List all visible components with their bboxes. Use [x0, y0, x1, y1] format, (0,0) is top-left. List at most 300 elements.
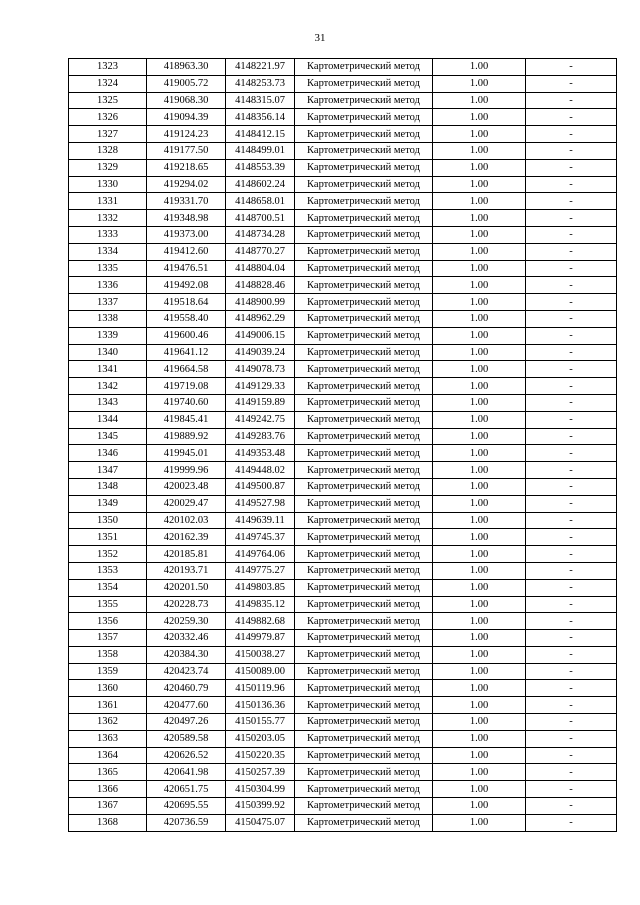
- point-number-cell: 1343: [69, 394, 147, 411]
- method-cell: Картометрический метод: [295, 781, 433, 798]
- precision-cell: 1.00: [433, 59, 526, 76]
- precision-cell: 1.00: [433, 747, 526, 764]
- method-cell: Картометрический метод: [295, 747, 433, 764]
- x-coordinate-cell: 420695.55: [147, 798, 226, 815]
- y-coordinate-cell: 4148962.29: [226, 310, 295, 327]
- y-coordinate-cell: 4148734.28: [226, 226, 295, 243]
- table-row: [69, 126, 617, 143]
- y-coordinate-cell: 4148221.97: [226, 59, 295, 76]
- precision-cell: 1.00: [433, 142, 526, 159]
- table-row: [69, 663, 617, 680]
- point-number-cell: 1333: [69, 226, 147, 243]
- table-row: [69, 798, 617, 815]
- method-cell: Картометрический метод: [295, 59, 433, 76]
- precision-cell: 1.00: [433, 210, 526, 227]
- y-coordinate-cell: 4149242.75: [226, 411, 295, 428]
- precision-cell: 1.00: [433, 562, 526, 579]
- precision-cell: 1.00: [433, 226, 526, 243]
- description-cell: -: [526, 730, 617, 747]
- y-coordinate-cell: 4148804.04: [226, 260, 295, 277]
- x-coordinate-cell: 420651.75: [147, 781, 226, 798]
- y-coordinate-cell: 4149078.73: [226, 361, 295, 378]
- point-number-cell: 1349: [69, 495, 147, 512]
- precision-cell: 1.00: [433, 159, 526, 176]
- x-coordinate-cell: 420497.26: [147, 714, 226, 731]
- description-cell: -: [526, 59, 617, 76]
- y-coordinate-cell: 4150475.07: [226, 814, 295, 831]
- y-coordinate-cell: 4148553.39: [226, 159, 295, 176]
- y-coordinate-cell: 4148770.27: [226, 243, 295, 260]
- method-cell: Картометрический метод: [295, 462, 433, 479]
- point-number-cell: 1363: [69, 730, 147, 747]
- precision-cell: 1.00: [433, 109, 526, 126]
- method-cell: Картометрический метод: [295, 310, 433, 327]
- x-coordinate-cell: 419845.41: [147, 411, 226, 428]
- y-coordinate-cell: 4150136.36: [226, 697, 295, 714]
- y-coordinate-cell: 4148828.46: [226, 277, 295, 294]
- table-row: [69, 613, 617, 630]
- y-coordinate-cell: 4149803.85: [226, 579, 295, 596]
- y-coordinate-cell: 4148356.14: [226, 109, 295, 126]
- table-row: [69, 75, 617, 92]
- precision-cell: 1.00: [433, 126, 526, 143]
- description-cell: -: [526, 142, 617, 159]
- precision-cell: 1.00: [433, 75, 526, 92]
- y-coordinate-cell: 4149775.27: [226, 562, 295, 579]
- x-coordinate-cell: 419294.02: [147, 176, 226, 193]
- x-coordinate-cell: 419558.40: [147, 310, 226, 327]
- description-cell: -: [526, 327, 617, 344]
- precision-cell: 1.00: [433, 394, 526, 411]
- table-row: [69, 764, 617, 781]
- x-coordinate-cell: 419600.46: [147, 327, 226, 344]
- method-cell: Картометрический метод: [295, 630, 433, 647]
- y-coordinate-cell: 4150155.77: [226, 714, 295, 731]
- description-cell: -: [526, 193, 617, 210]
- point-number-cell: 1327: [69, 126, 147, 143]
- point-number-cell: 1342: [69, 378, 147, 395]
- table-row: [69, 394, 617, 411]
- description-cell: -: [526, 394, 617, 411]
- point-number-cell: 1339: [69, 327, 147, 344]
- method-cell: Картометрический метод: [295, 680, 433, 697]
- y-coordinate-cell: 4149527.98: [226, 495, 295, 512]
- description-cell: -: [526, 159, 617, 176]
- precision-cell: 1.00: [433, 512, 526, 529]
- point-number-cell: 1323: [69, 59, 147, 76]
- method-cell: Картометрический метод: [295, 378, 433, 395]
- method-cell: Картометрический метод: [295, 210, 433, 227]
- method-cell: Картометрический метод: [295, 126, 433, 143]
- method-cell: Картометрический метод: [295, 714, 433, 731]
- method-cell: Картометрический метод: [295, 529, 433, 546]
- description-cell: -: [526, 109, 617, 126]
- precision-cell: 1.00: [433, 596, 526, 613]
- x-coordinate-cell: 420029.47: [147, 495, 226, 512]
- method-cell: Картометрический метод: [295, 546, 433, 563]
- point-number-cell: 1336: [69, 277, 147, 294]
- precision-cell: 1.00: [433, 579, 526, 596]
- table-row: [69, 697, 617, 714]
- point-number-cell: 1332: [69, 210, 147, 227]
- method-cell: Картометрический метод: [295, 445, 433, 462]
- description-cell: -: [526, 126, 617, 143]
- table-row: [69, 596, 617, 613]
- x-coordinate-cell: 420641.98: [147, 764, 226, 781]
- precision-cell: 1.00: [433, 680, 526, 697]
- x-coordinate-cell: 420201.50: [147, 579, 226, 596]
- point-number-cell: 1345: [69, 428, 147, 445]
- description-cell: -: [526, 781, 617, 798]
- description-cell: -: [526, 747, 617, 764]
- description-cell: -: [526, 529, 617, 546]
- y-coordinate-cell: 4150203.05: [226, 730, 295, 747]
- method-cell: Картометрический метод: [295, 613, 433, 630]
- point-number-cell: 1350: [69, 512, 147, 529]
- point-number-cell: 1366: [69, 781, 147, 798]
- description-cell: -: [526, 680, 617, 697]
- precision-cell: 1.00: [433, 630, 526, 647]
- x-coordinate-cell: 420626.52: [147, 747, 226, 764]
- y-coordinate-cell: 4149039.24: [226, 344, 295, 361]
- description-cell: -: [526, 462, 617, 479]
- point-number-cell: 1361: [69, 697, 147, 714]
- x-coordinate-cell: 420423.74: [147, 663, 226, 680]
- y-coordinate-cell: 4149764.06: [226, 546, 295, 563]
- table-row: [69, 361, 617, 378]
- table-row: [69, 512, 617, 529]
- precision-cell: 1.00: [433, 478, 526, 495]
- description-cell: -: [526, 378, 617, 395]
- precision-cell: 1.00: [433, 814, 526, 831]
- point-number-cell: 1346: [69, 445, 147, 462]
- table-row: [69, 546, 617, 563]
- precision-cell: 1.00: [433, 260, 526, 277]
- y-coordinate-cell: 4149353.48: [226, 445, 295, 462]
- description-cell: -: [526, 260, 617, 277]
- method-cell: Картометрический метод: [295, 344, 433, 361]
- x-coordinate-cell: 419373.00: [147, 226, 226, 243]
- method-cell: Картометрический метод: [295, 142, 433, 159]
- point-number-cell: 1359: [69, 663, 147, 680]
- x-coordinate-cell: 420102.03: [147, 512, 226, 529]
- x-coordinate-cell: 419476.51: [147, 260, 226, 277]
- precision-cell: 1.00: [433, 462, 526, 479]
- description-cell: -: [526, 512, 617, 529]
- method-cell: Картометрический метод: [295, 697, 433, 714]
- table-row: [69, 428, 617, 445]
- y-coordinate-cell: 4148315.07: [226, 92, 295, 109]
- table-row: [69, 142, 617, 159]
- precision-cell: 1.00: [433, 361, 526, 378]
- method-cell: Картометрический метод: [295, 495, 433, 512]
- point-number-cell: 1331: [69, 193, 147, 210]
- method-cell: Картометрический метод: [295, 562, 433, 579]
- table-row: [69, 92, 617, 109]
- description-cell: -: [526, 697, 617, 714]
- table-row: [69, 781, 617, 798]
- x-coordinate-cell: 418963.30: [147, 59, 226, 76]
- point-number-cell: 1325: [69, 92, 147, 109]
- method-cell: Картометрический метод: [295, 394, 433, 411]
- y-coordinate-cell: 4150220.35: [226, 747, 295, 764]
- point-number-cell: 1362: [69, 714, 147, 731]
- table-row: [69, 378, 617, 395]
- precision-cell: 1.00: [433, 613, 526, 630]
- method-cell: Картометрический метод: [295, 243, 433, 260]
- y-coordinate-cell: 4148602.24: [226, 176, 295, 193]
- point-number-cell: 1353: [69, 562, 147, 579]
- table-row: [69, 814, 617, 831]
- point-number-cell: 1334: [69, 243, 147, 260]
- method-cell: Картометрический метод: [295, 428, 433, 445]
- description-cell: -: [526, 798, 617, 815]
- method-cell: Картометрический метод: [295, 646, 433, 663]
- description-cell: -: [526, 310, 617, 327]
- table-row: [69, 193, 617, 210]
- method-cell: Картометрический метод: [295, 411, 433, 428]
- x-coordinate-cell: 420589.58: [147, 730, 226, 747]
- point-number-cell: 1354: [69, 579, 147, 596]
- method-cell: Картометрический метод: [295, 579, 433, 596]
- precision-cell: 1.00: [433, 697, 526, 714]
- y-coordinate-cell: 4149159.89: [226, 394, 295, 411]
- precision-cell: 1.00: [433, 344, 526, 361]
- x-coordinate-cell: 419719.08: [147, 378, 226, 395]
- precision-cell: 1.00: [433, 546, 526, 563]
- method-cell: Картометрический метод: [295, 478, 433, 495]
- method-cell: Картометрический метод: [295, 92, 433, 109]
- y-coordinate-cell: 4150089.00: [226, 663, 295, 680]
- description-cell: -: [526, 428, 617, 445]
- x-coordinate-cell: 419641.12: [147, 344, 226, 361]
- x-coordinate-cell: 420259.30: [147, 613, 226, 630]
- x-coordinate-cell: 419177.50: [147, 142, 226, 159]
- description-cell: -: [526, 210, 617, 227]
- method-cell: Картометрический метод: [295, 159, 433, 176]
- description-cell: -: [526, 562, 617, 579]
- method-cell: Картометрический метод: [295, 277, 433, 294]
- description-cell: -: [526, 92, 617, 109]
- precision-cell: 1.00: [433, 92, 526, 109]
- y-coordinate-cell: 4149835.12: [226, 596, 295, 613]
- table-row: [69, 226, 617, 243]
- point-number-cell: 1337: [69, 294, 147, 311]
- y-coordinate-cell: 4149882.68: [226, 613, 295, 630]
- y-coordinate-cell: 4150119.96: [226, 680, 295, 697]
- table-row: [69, 310, 617, 327]
- y-coordinate-cell: 4150038.27: [226, 646, 295, 663]
- table-row: [69, 109, 617, 126]
- y-coordinate-cell: 4150399.92: [226, 798, 295, 815]
- description-cell: -: [526, 495, 617, 512]
- table-row: [69, 59, 617, 76]
- description-cell: -: [526, 630, 617, 647]
- description-cell: -: [526, 714, 617, 731]
- method-cell: Картометрический метод: [295, 361, 433, 378]
- precision-cell: 1.00: [433, 378, 526, 395]
- method-cell: Картометрический метод: [295, 764, 433, 781]
- precision-cell: 1.00: [433, 714, 526, 731]
- point-number-cell: 1328: [69, 142, 147, 159]
- method-cell: Картометрический метод: [295, 730, 433, 747]
- x-coordinate-cell: 420477.60: [147, 697, 226, 714]
- coordinates-table-body: [69, 59, 617, 832]
- x-coordinate-cell: 420193.71: [147, 562, 226, 579]
- y-coordinate-cell: 4149129.33: [226, 378, 295, 395]
- point-number-cell: 1360: [69, 680, 147, 697]
- precision-cell: 1.00: [433, 176, 526, 193]
- point-number-cell: 1348: [69, 478, 147, 495]
- point-number-cell: 1352: [69, 546, 147, 563]
- description-cell: -: [526, 226, 617, 243]
- point-number-cell: 1351: [69, 529, 147, 546]
- y-coordinate-cell: 4149500.87: [226, 478, 295, 495]
- x-coordinate-cell: 419094.39: [147, 109, 226, 126]
- description-cell: -: [526, 361, 617, 378]
- table-row: [69, 630, 617, 647]
- point-number-cell: 1326: [69, 109, 147, 126]
- description-cell: -: [526, 277, 617, 294]
- method-cell: Картометрический метод: [295, 109, 433, 126]
- table-row: [69, 646, 617, 663]
- table-row: [69, 680, 617, 697]
- table-row: [69, 277, 617, 294]
- y-coordinate-cell: 4148412.15: [226, 126, 295, 143]
- x-coordinate-cell: 419218.65: [147, 159, 226, 176]
- point-number-cell: 1364: [69, 747, 147, 764]
- table-row: [69, 294, 617, 311]
- point-number-cell: 1357: [69, 630, 147, 647]
- point-number-cell: 1356: [69, 613, 147, 630]
- y-coordinate-cell: 4148700.51: [226, 210, 295, 227]
- precision-cell: 1.00: [433, 277, 526, 294]
- precision-cell: 1.00: [433, 310, 526, 327]
- precision-cell: 1.00: [433, 445, 526, 462]
- point-number-cell: 1365: [69, 764, 147, 781]
- table-row: [69, 344, 617, 361]
- x-coordinate-cell: 420460.79: [147, 680, 226, 697]
- x-coordinate-cell: 419492.08: [147, 277, 226, 294]
- precision-cell: 1.00: [433, 529, 526, 546]
- x-coordinate-cell: 419889.92: [147, 428, 226, 445]
- precision-cell: 1.00: [433, 730, 526, 747]
- y-coordinate-cell: 4149283.76: [226, 428, 295, 445]
- y-coordinate-cell: 4149006.15: [226, 327, 295, 344]
- y-coordinate-cell: 4150257.39: [226, 764, 295, 781]
- method-cell: Картометрический метод: [295, 176, 433, 193]
- precision-cell: 1.00: [433, 798, 526, 815]
- point-number-cell: 1358: [69, 646, 147, 663]
- x-coordinate-cell: 419999.96: [147, 462, 226, 479]
- coordinates-table: [68, 58, 617, 832]
- precision-cell: 1.00: [433, 411, 526, 428]
- x-coordinate-cell: 419740.60: [147, 394, 226, 411]
- precision-cell: 1.00: [433, 764, 526, 781]
- description-cell: -: [526, 596, 617, 613]
- table-row: [69, 495, 617, 512]
- y-coordinate-cell: 4149979.87: [226, 630, 295, 647]
- y-coordinate-cell: 4148658.01: [226, 193, 295, 210]
- method-cell: Картометрический метод: [295, 260, 433, 277]
- description-cell: -: [526, 75, 617, 92]
- x-coordinate-cell: 419331.70: [147, 193, 226, 210]
- method-cell: Картометрический метод: [295, 294, 433, 311]
- point-number-cell: 1344: [69, 411, 147, 428]
- x-coordinate-cell: 419348.98: [147, 210, 226, 227]
- point-number-cell: 1367: [69, 798, 147, 815]
- x-coordinate-cell: 419518.64: [147, 294, 226, 311]
- method-cell: Картометрический метод: [295, 663, 433, 680]
- x-coordinate-cell: 419124.23: [147, 126, 226, 143]
- precision-cell: 1.00: [433, 495, 526, 512]
- description-cell: -: [526, 176, 617, 193]
- description-cell: -: [526, 445, 617, 462]
- table-row: [69, 411, 617, 428]
- point-number-cell: 1347: [69, 462, 147, 479]
- point-number-cell: 1341: [69, 361, 147, 378]
- table-row: [69, 327, 617, 344]
- precision-cell: 1.00: [433, 294, 526, 311]
- description-cell: -: [526, 663, 617, 680]
- x-coordinate-cell: 420162.39: [147, 529, 226, 546]
- y-coordinate-cell: 4149745.37: [226, 529, 295, 546]
- method-cell: Картометрический метод: [295, 596, 433, 613]
- method-cell: Картометрический метод: [295, 798, 433, 815]
- method-cell: Картометрический метод: [295, 193, 433, 210]
- method-cell: Картометрический метод: [295, 814, 433, 831]
- x-coordinate-cell: 420023.48: [147, 478, 226, 495]
- point-number-cell: 1338: [69, 310, 147, 327]
- method-cell: Картометрический метод: [295, 226, 433, 243]
- precision-cell: 1.00: [433, 781, 526, 798]
- description-cell: -: [526, 579, 617, 596]
- method-cell: Картометрический метод: [295, 75, 433, 92]
- x-coordinate-cell: 419945.01: [147, 445, 226, 462]
- description-cell: -: [526, 411, 617, 428]
- x-coordinate-cell: 419005.72: [147, 75, 226, 92]
- description-cell: -: [526, 243, 617, 260]
- table-row: [69, 714, 617, 731]
- x-coordinate-cell: 420185.81: [147, 546, 226, 563]
- x-coordinate-cell: 419068.30: [147, 92, 226, 109]
- x-coordinate-cell: 420228.73: [147, 596, 226, 613]
- table-row: [69, 462, 617, 479]
- table-row: [69, 579, 617, 596]
- point-number-cell: 1324: [69, 75, 147, 92]
- x-coordinate-cell: 419412.60: [147, 243, 226, 260]
- point-number-cell: 1335: [69, 260, 147, 277]
- precision-cell: 1.00: [433, 327, 526, 344]
- table-row: [69, 210, 617, 227]
- x-coordinate-cell: 420736.59: [147, 814, 226, 831]
- description-cell: -: [526, 646, 617, 663]
- point-number-cell: 1329: [69, 159, 147, 176]
- description-cell: -: [526, 764, 617, 781]
- precision-cell: 1.00: [433, 193, 526, 210]
- precision-cell: 1.00: [433, 243, 526, 260]
- table-row: [69, 478, 617, 495]
- table-row: [69, 747, 617, 764]
- method-cell: Картометрический метод: [295, 327, 433, 344]
- precision-cell: 1.00: [433, 646, 526, 663]
- description-cell: -: [526, 814, 617, 831]
- precision-cell: 1.00: [433, 663, 526, 680]
- y-coordinate-cell: 4148900.99: [226, 294, 295, 311]
- table-row: [69, 529, 617, 546]
- table-row: [69, 243, 617, 260]
- method-cell: Картометрический метод: [295, 512, 433, 529]
